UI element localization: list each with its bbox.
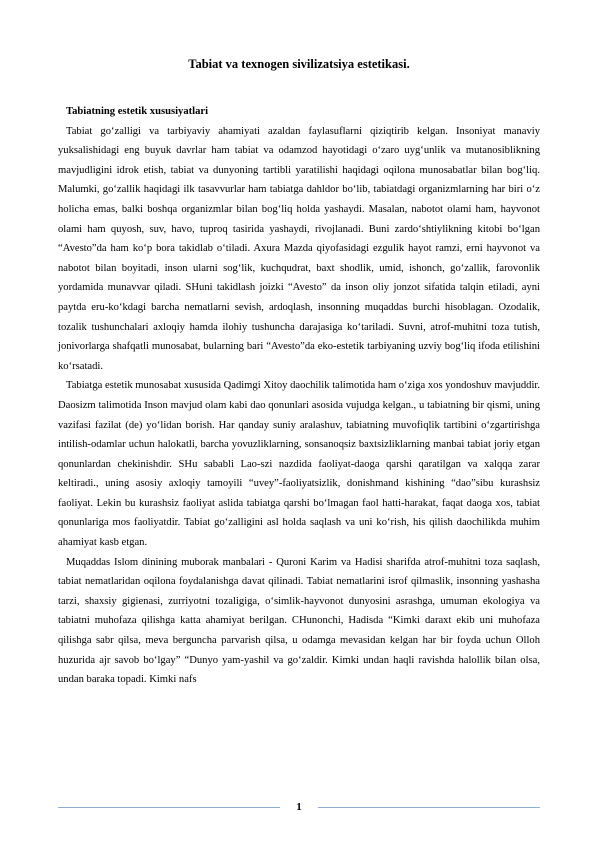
document-body: [58, 102, 540, 690]
section-heading: Tabiatning estetik xususiyatlari: [66, 106, 209, 117]
footer-rule-left: [58, 807, 280, 808]
document-title: Tabiat va texnogen sivilizatsiya estetikasi.: [188, 57, 410, 71]
body-paragraph: Tabiatga estetik munosabat xususida Qadimgi Xitoy daochilik talimotida ham oʻziga xos yondoshuv mavjuddir. Daosizm talimotida Inson mavjud olam kabi dao qonunlari asosida vujudga kelgan., u tabiatning bir qismi, uning vazifasi fazilat (de) yoʻlidan borish. Har qanday suniy aralashuv, tabiatning muvofiqlik tartibini oʻzgartirishga intilish-odamlar uchun halokatli, barcha yovuzliklarning, sonsanoqsiz baxtsizliklarning manbai tabiat joriy etgan qonunlardan chekinishdir. SHu sababli Lao-szi nazdida faoliyat-daoga qarshi qaratilgan va xalqqa zarar keltiradi., uning asosiy axloqiy tamoyili “uvey”-faoliyatsizlik, donishmand kishining “dao”sibu kurashsiz faoliyat. Lekin bu kurashsiz faoliyat aslida tabiatga qarshi boʻlmagan faol hatti-harakat, faqat daoga xos, tabiat qonunlariga mos faoliyatdir. Tabiat goʻzalligini asl holda saqlash va uni koʻrish, his qilish daochilikda muhim ahamiyat kasb etgan.: [58, 380, 540, 549]
footer-rule-right: [318, 807, 540, 808]
body-paragraph: Tabiat goʻzalligi va tarbiyaviy ahamiyati azaldan faylasuflarni qiziqtirib kelgan. Insoniyat manaviy yuksalishidagi eng buyuk davrlar ham tabiat va odamzod hayotidagi oʻzaro uygʻunlik va mutanosiblikning mavjudligini idrok etish, tabiat va dunyoning tartibli yaratilishi haqidagi oqilona munosabatlar bilan bogʻliq. Malumki, goʻzallik haqidagi ilk tasavvurlar ham tabiatga dahldor boʻlib, tabiatdagi organizmlarning har biri oʻz holicha emas, balki boshqa organizmlar bilan bogʻliq holda yashaydi. Masalan, nabotot olami ham, hayvonot olami ham quyosh, suv, havo, tuproq tasirida yashaydi, rivojlanadi. Buni zardoʻshtiylikning kitobi boʻlgan “Avesto”da ham koʻp bora takidlab oʻtiladi. Axura Mazda qiyofasidagi ezgulik hayot ramzi, erni hayvonot va nabotot bilan boyitadi, inson ularni sogʻlik, kuchqudrat, baxt shodlik, umid, ishonch, goʻzallik, farovonlik yordamida munavvar qiladi. SHuni takidlash joizki “Avesto” da inson oliy jonzot sifatida talqin etiladi, ayni paytda eru-koʻkdagi barcha nematlarni sevish, ardoqlash, insonning muqaddas burchi hisoblagan. Ozodalik, tozalik tushunchalari axloqiy hamda ilohiy tushuncha darajasiga koʻtariladi. Suvni, atrof-muhitni toza tutish, jonivorlarga shafqatli munosabat, bularning bari “Avesto”da eko-estetik tarbiyaning uzviy bogʻliq ifoda etilishini koʻrsatadi.: [58, 125, 540, 372]
page-number: 1: [296, 801, 302, 813]
page-footer: [58, 796, 540, 820]
body-paragraph: Muqaddas Islom dinining muborak manbalari - Quroni Karim va Hadisi sharifda atrof-muhitni toza saqlash, tabiat nematlaridan oqilona foydalanishga davat qilinadi. Tabiat nematlarini isrof qilmaslik, insonning yashasha tarzi, shaxsiy gigienasi, zurriyotni tozaligiga, oʻsimlik-hayvonot dunyosini asrashga, umuman ekologiya va tabiatni muhofaza qilishga katta ahamiyat berilgan. CHunonchi, Hadisda “Kimki daraxt ekib uni muhofaza qilishga sabr qilsa, meva berguncha parvarish qilsa, u odamga mevasidan kelgan har bir foyda uchun Olloh huzurida ajr savob boʻlgay” “Dunyo yam-yashil va goʻzaldir. Kimki undan haqli ravishda halollik bilan olsa, undan baraka topadi. Kimki nafs: [58, 556, 540, 686]
